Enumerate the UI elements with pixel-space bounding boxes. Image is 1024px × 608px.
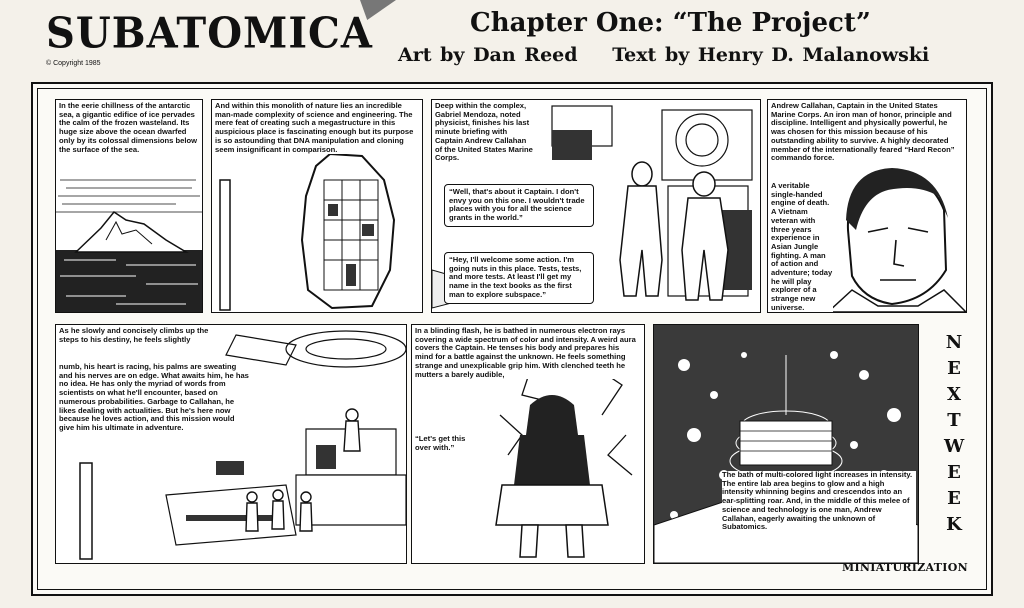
next-letter: N xyxy=(945,332,963,353)
next-letter: E xyxy=(947,462,961,483)
credits xyxy=(398,44,955,66)
panel-6-caption: In a blinding flash, he is bathed in numerous electron rays covering a wide spectrum of color and intensity. A weird aura covers the Captain. He tenses his body and prepares his mind for a battle against the unknown. He feels something strange and unexplicable grip him. With clenched teeth he mutters a barely audible, xyxy=(415,326,636,379)
art-credit: Art by Dan Reed xyxy=(398,44,578,66)
panel-steps xyxy=(55,324,407,564)
comic-logo: SUBATOMICA xyxy=(46,8,373,59)
panel-6-quote: “Let's get this over with.” xyxy=(415,435,475,452)
text-credit: Text by Henry D. Malanowski xyxy=(612,44,930,66)
next-week-title: MINIATURIZATION xyxy=(842,561,968,574)
panel-briefing xyxy=(431,99,761,313)
panel-flash xyxy=(411,324,645,564)
next-letter: W xyxy=(944,436,965,457)
panel-1-caption: In the eerie chillness of the antarctic sea, a gigantic edifice of ice pervades the calm of the frozen wasteland. Its huge size above the ocean dwarfed only by its colossal dimensions below the surface of the sea. xyxy=(59,101,197,154)
panel-3-caption: Deep within the complex, Gabriel Mendoza, noted physicist, finishes his last minute briefing with Captain Andrew Callahan of the United States Marine Corps. xyxy=(435,101,533,163)
panel-callahan-portrait xyxy=(767,99,967,313)
chapter-title: Chapter One: “The Project” xyxy=(470,8,871,38)
panel-4-caption-top: Andrew Callahan, Captain in the United States Marine Corps. An iron man of honor, principle and discipline. Intelligent and physically powerful, he was chosen for this mission because of his outstanding ability to survive. A highly decorated member of the internationally feared “Hard Recon” commando force. xyxy=(771,102,961,163)
next-letter: E xyxy=(947,488,961,509)
panel-lab-glow xyxy=(653,324,919,564)
next-letter: K xyxy=(946,514,962,535)
speech-balloon-mendoza: “Well, that's about it Captain. I don't envy you on this one. I wouldn't trade places with you for all the science grants in the world.” xyxy=(444,184,594,227)
panel-structure xyxy=(211,99,423,313)
panel-5-caption-mid: numb, his heart is racing, his palms are sweating and his nerves are on edge. What awaits him, he has no idea. He has only the myriad of words from scientists on what he'll encounter, based on numerous probabilities. Garbage to Callahan, he likes dealing with actualities. But he's here now because he loves action, and this mission would give him his ultimate in adventure. xyxy=(59,362,249,432)
next-week-vertical xyxy=(944,330,964,538)
copyright-notice: © Copyright 1985 xyxy=(46,60,101,67)
panel-5-caption-top: As he slowly and concisely climbs up the steps to his destiny, he feels slightly xyxy=(59,326,209,344)
speech-balloon-callahan: “Hey, I'll welcome some action. I'm going nuts in this place. Tests, tests, and more tests. At least I'll get my name in the text books as the first man to explore subspace.” xyxy=(444,252,594,304)
panel-iceberg xyxy=(55,99,203,313)
panel-2-caption: And within this monolith of nature lies an incredible man-made complexity of science and engineering. The mere feat of creating such a megastructure in this auspicious place is fascinating enough but its purpose is so astounding that DNA manipulation and cloning seem insignificant in comparison. xyxy=(215,102,419,154)
panel-7-caption: The bath of multi-colored light increases in intensity. The entire lab area begins to glow and a high intensity whinning begins and crescendos into an ear-splitting roar. And, in the middle of this melee of science and technology is one man, Andrew Callahan, eagerly awaiting the unknown of Subatomics. xyxy=(722,471,916,532)
next-letter: X xyxy=(947,384,961,405)
panel-4-caption-side: A veritable single-handed engine of death. A Vietnam veteran with three years experience in Asian Jungle fighting. A man of action and adventure; today he will play explorer of a strange new universe. xyxy=(771,181,833,312)
comic-strip xyxy=(31,82,993,596)
next-letter: E xyxy=(947,358,961,379)
next-letter: T xyxy=(947,410,961,431)
lab-steps-illustration xyxy=(56,325,406,563)
